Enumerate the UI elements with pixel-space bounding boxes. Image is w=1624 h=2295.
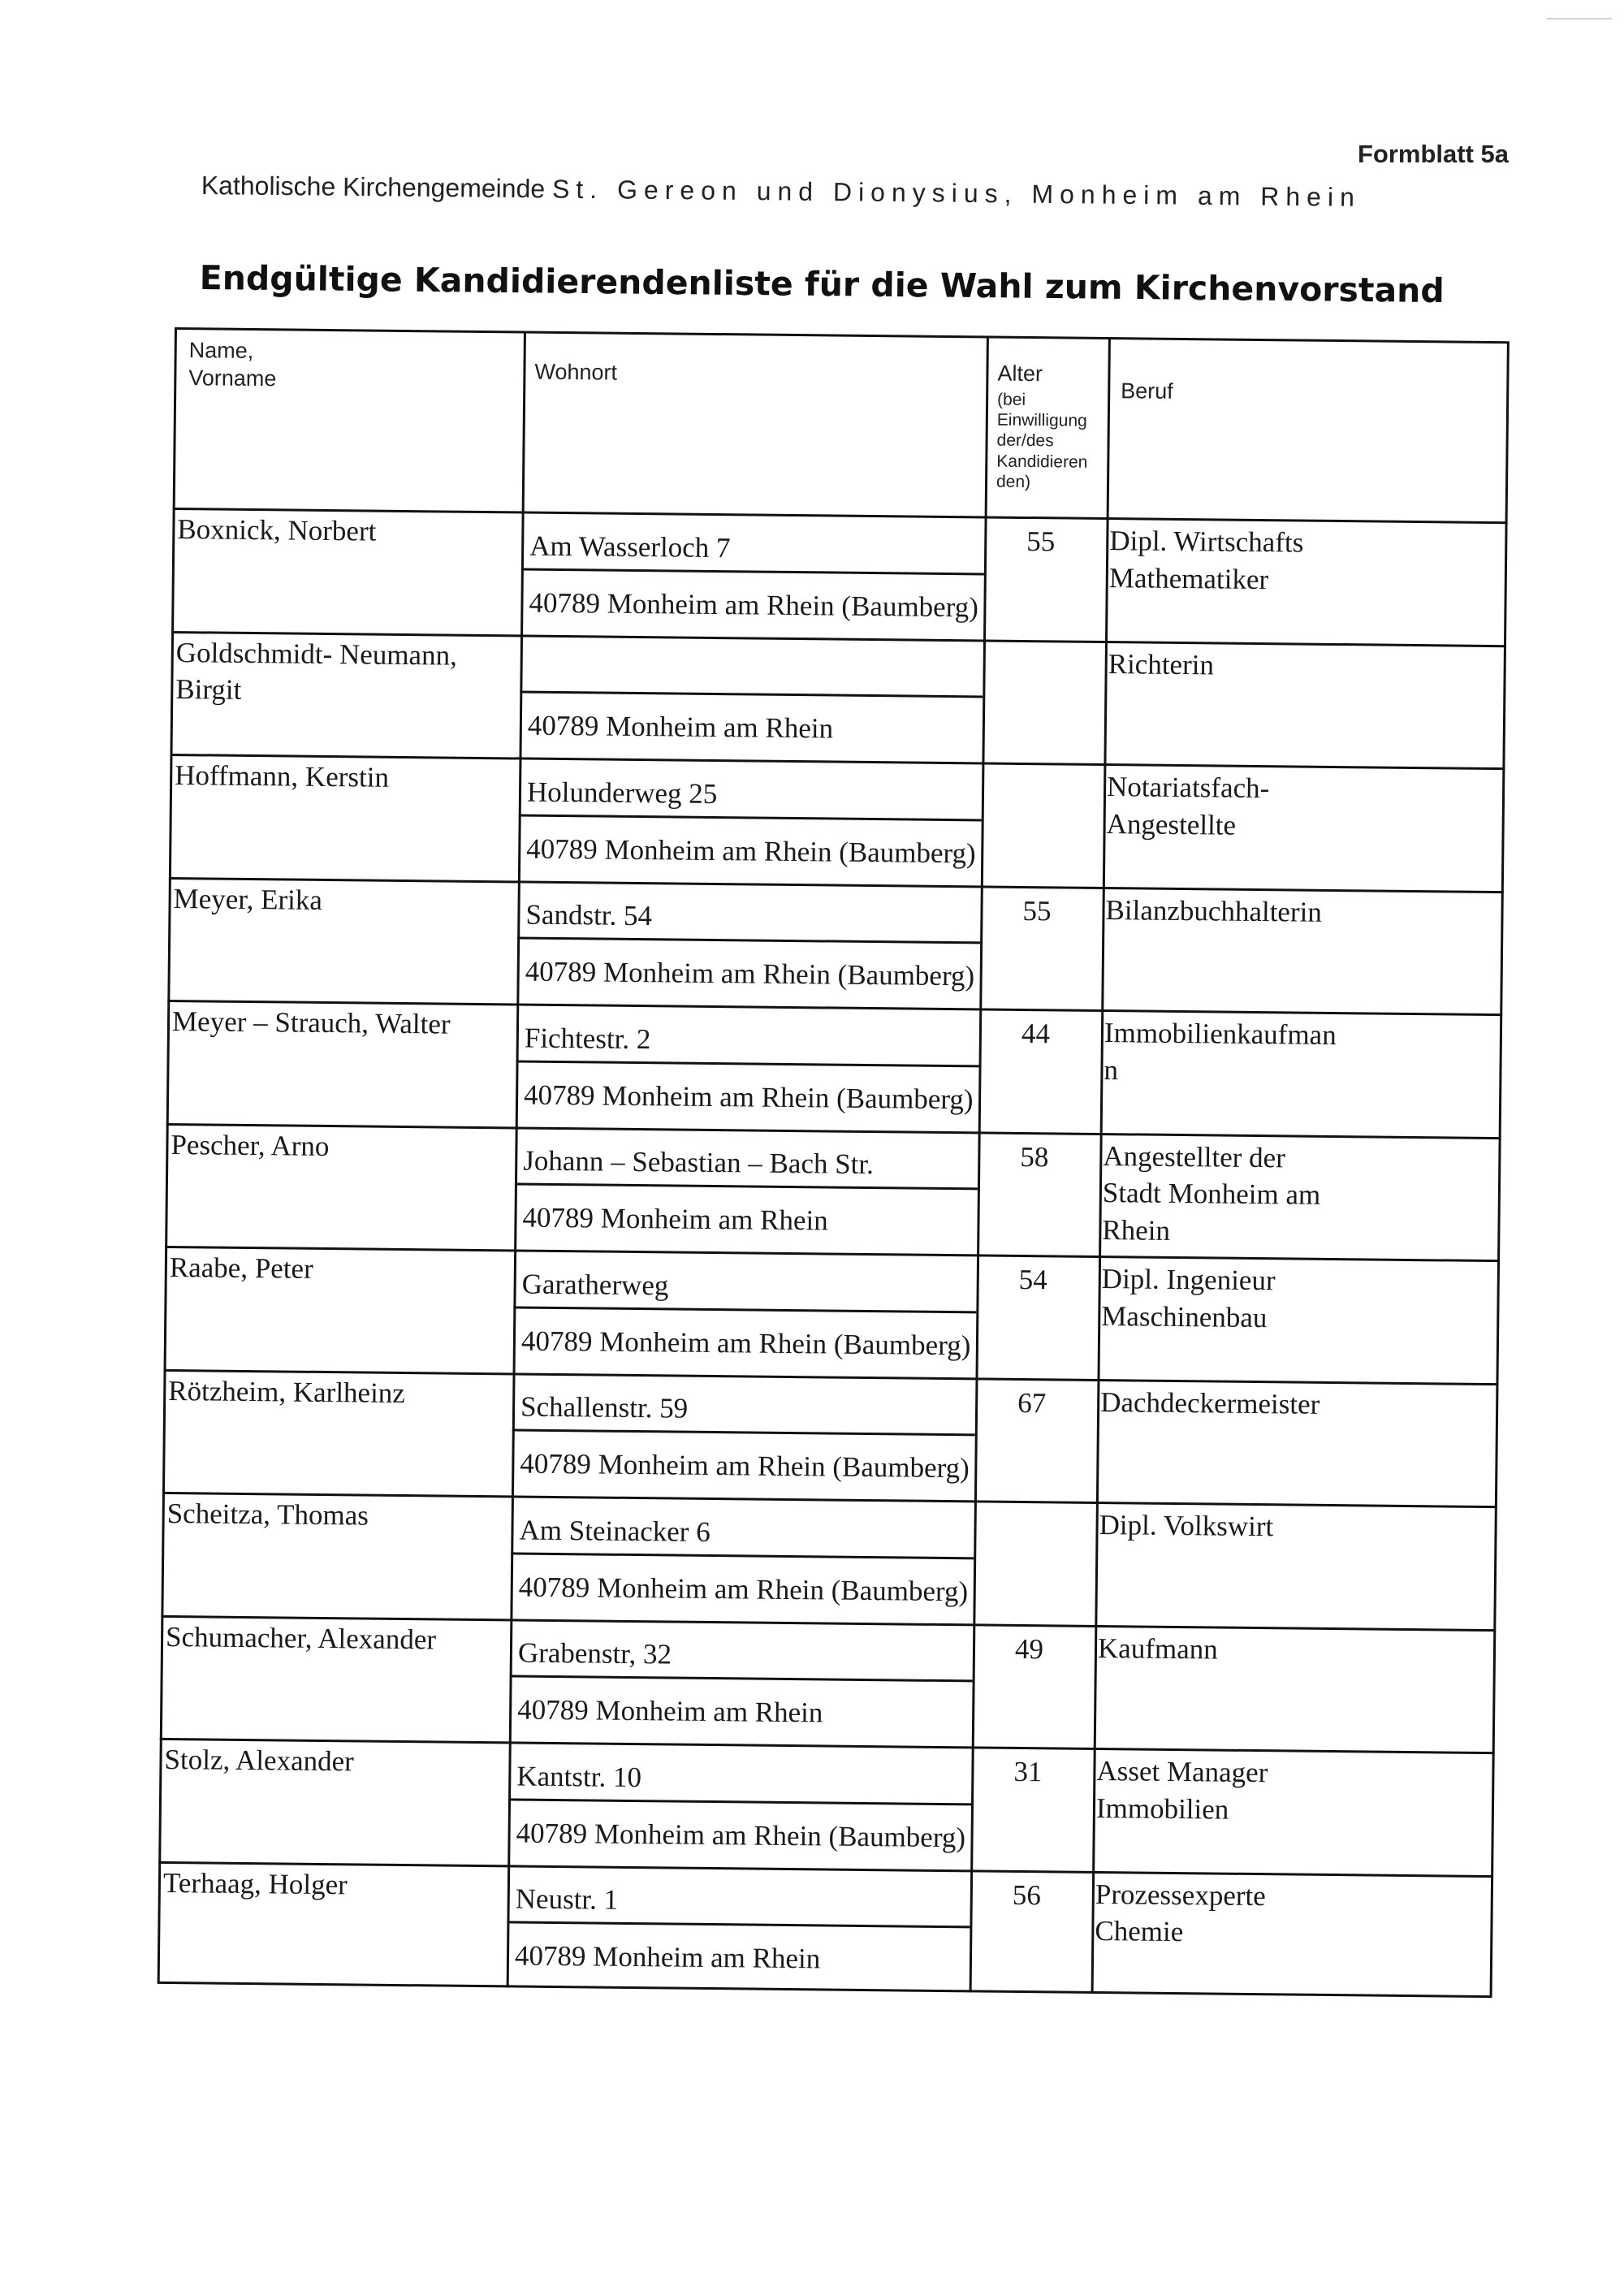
document-title: Endgültige Kandidierendenliste für die Wahl zum Kirchenvorstand (199, 258, 1445, 311)
row-beruf: Dipl. Ingenieur Maschinenbau (1101, 1263, 1276, 1333)
row-city: 40789 Monheim am Rhein (Baumberg) (529, 586, 979, 624)
row-city: 40789 Monheim am Rhein (522, 1201, 828, 1237)
row-city: 40789 Monheim am Rhein (516, 1693, 823, 1729)
row-city: 40789 Monheim am Rhein (Baumberg) (525, 955, 975, 992)
row-city: 40789 Monheim am Rhein (Baumberg) (523, 1078, 974, 1116)
row-street: Sandstr. 54 (525, 898, 653, 932)
row-name: Scheitza, Thomas (166, 1497, 369, 1532)
row-beruf: Dachdeckermeister (1100, 1385, 1320, 1420)
row-street: Grabenstr, 32 (517, 1636, 672, 1670)
row-city: 40789 Monheim am Rhein (514, 1939, 821, 1975)
row-age: 55 (1026, 525, 1056, 558)
row-age: 67 (1017, 1386, 1047, 1419)
parish-prefix: Katholische Kirchengemeinde (201, 171, 546, 204)
row-city: 40789 Monheim am Rhein (Baumberg) (526, 832, 976, 870)
row-name: Pescher, Arno (171, 1128, 330, 1162)
row-name: Meyer – Strauch, Walter (171, 1005, 451, 1040)
row-name: Rötzheim, Karlheinz (168, 1374, 406, 1409)
row-beruf: Dipl. Wirtschafts Mathematiker (1108, 525, 1304, 595)
row-street: Schallenstr. 59 (520, 1390, 689, 1424)
row-name: Terhaag, Holger (162, 1866, 348, 1900)
header-alter: Alter (997, 361, 1043, 387)
row-city: 40789 Monheim am Rhein (527, 709, 834, 745)
parish-line (201, 171, 1361, 213)
parish-name: St. Gereon und Dionysius, Monheim am Rhein (551, 174, 1362, 212)
row-street: Holunderweg 25 (526, 776, 718, 810)
row-age: 31 (1013, 1755, 1043, 1788)
row-beruf: Prozessexperte Chemie (1095, 1878, 1266, 1948)
scan-edge-mark (1547, 18, 1612, 19)
row-name: Raabe, Peter (169, 1251, 313, 1285)
row-age: 56 (1012, 1878, 1042, 1911)
row-age: 44 (1021, 1017, 1051, 1050)
header-beruf: Beruf (1121, 378, 1173, 404)
row-age: 49 (1014, 1632, 1044, 1665)
header-wohnort: Wohnort (534, 359, 618, 385)
row-name: Meyer, Erika (173, 882, 323, 916)
row-beruf: Bilanzbuchhalterin (1105, 893, 1323, 928)
row-beruf: Immobilienkaufman n (1104, 1017, 1337, 1086)
row-city: 40789 Monheim am Rhein (Baumberg) (518, 1571, 969, 1608)
row-name: Schumacher, Alexander (165, 1620, 437, 1655)
candidate-table (158, 327, 1514, 2002)
row-street: Am Wasserloch 7 (529, 529, 731, 564)
row-beruf: Asset Manager Immobilien (1095, 1754, 1268, 1826)
table-grid (158, 327, 1514, 2002)
row-beruf: Richterin (1108, 647, 1215, 681)
row-name: Goldschmidt- Neumann, Birgit (175, 636, 458, 706)
row-city: 40789 Monheim am Rhein (Baumberg) (516, 1817, 966, 1853)
row-name: Boxnick, Norbert (177, 513, 377, 547)
row-beruf: Dipl. Volkswirt (1099, 1509, 1274, 1543)
row-street: Kantstr. 10 (516, 1760, 642, 1793)
row-street: Neustr. 1 (515, 1882, 619, 1917)
row-street: Garatherweg (521, 1268, 669, 1302)
row-name: Stolz, Alexander (164, 1743, 355, 1778)
row-age: 54 (1018, 1263, 1047, 1296)
form-label: Formblatt 5a (1358, 140, 1510, 168)
row-name: Hoffmann, Kerstin (175, 759, 390, 793)
row-beruf: Kaufmann (1097, 1632, 1218, 1666)
row-beruf: Notariatsfach- Angestellte (1106, 771, 1270, 841)
row-beruf: Angestellter der Stadt Monheim am Rhein (1102, 1139, 1321, 1247)
header-name: Name, Vorname (188, 338, 277, 391)
row-city: 40789 Monheim am Rhein (Baumberg) (520, 1325, 971, 1362)
header-alter-note: (bei Einwilligung der/des Kandidieren den) (996, 390, 1088, 491)
row-street: Am Steinacker 6 (519, 1514, 710, 1548)
row-age: 58 (1020, 1140, 1049, 1173)
row-street: Fichtestr. 2 (524, 1022, 651, 1055)
row-age: 55 (1022, 894, 1052, 927)
row-street: Johann – Sebastian – Bach Str. (523, 1144, 875, 1181)
row-city: 40789 Monheim am Rhein (Baumberg) (520, 1447, 970, 1485)
